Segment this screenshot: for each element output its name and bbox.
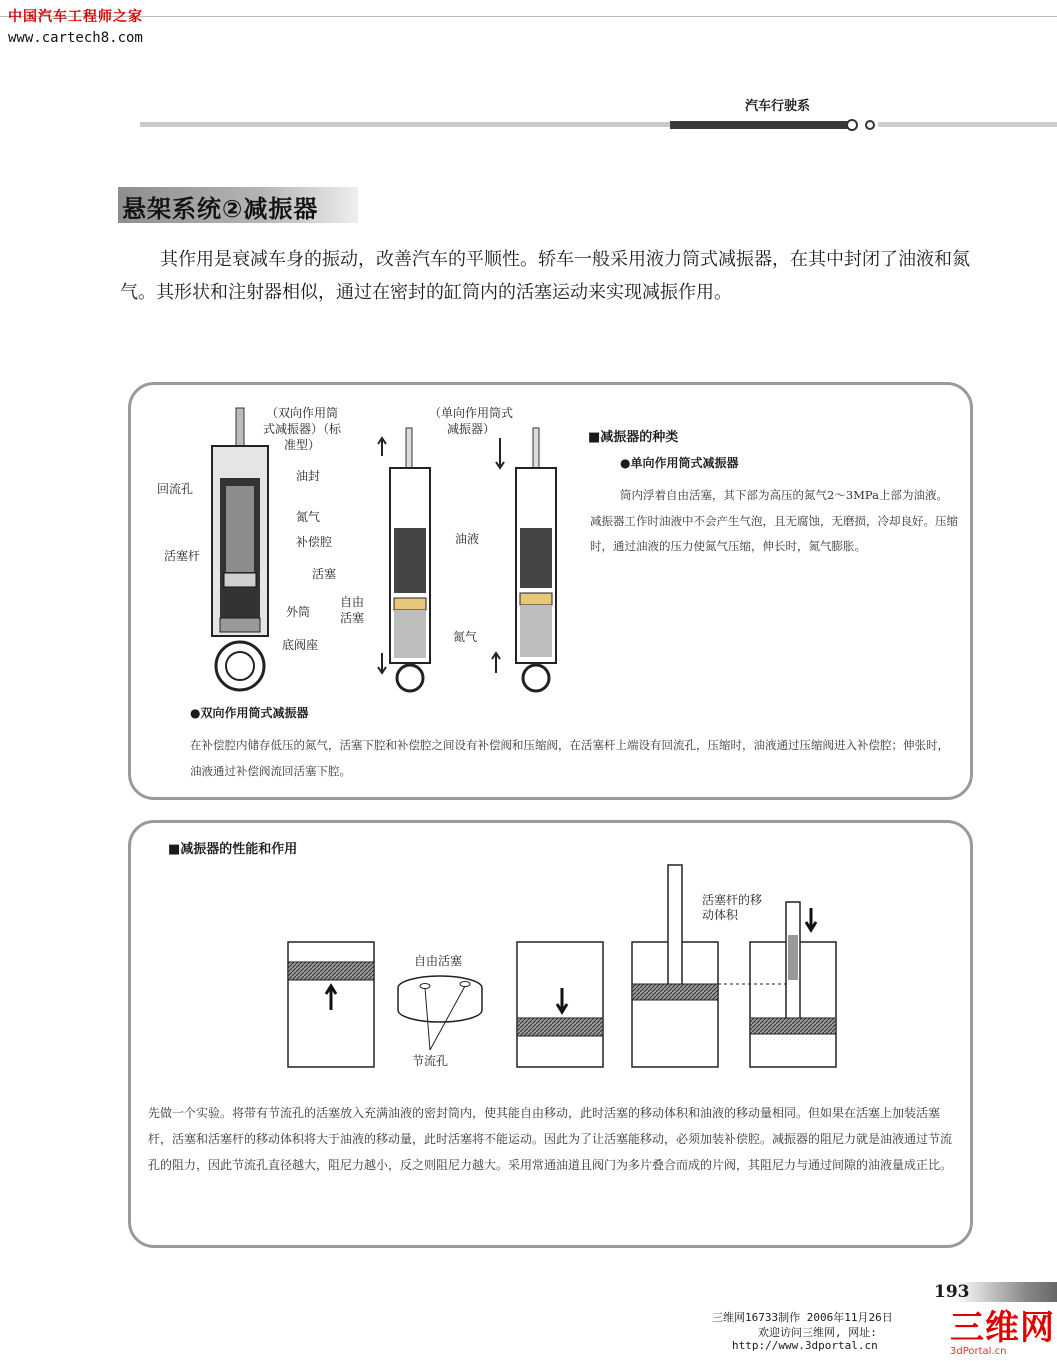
section-label: 汽车行驶系	[745, 99, 811, 114]
label-return-hole: 回流孔	[157, 482, 194, 496]
label-piston: 活塞	[312, 567, 337, 581]
label-compensation-chamber: 补偿腔	[296, 535, 333, 549]
page-number: 193	[934, 1282, 970, 1302]
single-shock-caption: （单向作用筒式减振器）	[428, 406, 513, 436]
label-outer-tube: 外筒	[286, 605, 311, 619]
page-title: 悬架系统②减振器	[122, 195, 319, 223]
types-heading: ■减振器的种类	[588, 430, 679, 445]
single-acting-heading: ●单向作用筒式减振器	[620, 456, 739, 470]
header-decor-bar	[140, 118, 1057, 132]
label-oil: 油液	[455, 532, 480, 546]
logo-text: 三维网	[950, 1308, 1055, 1348]
header-rule	[0, 16, 1057, 17]
label-nitrogen: 氮气	[296, 510, 321, 524]
footer-welcome: 欢迎访问三维网, 网址:	[758, 1326, 877, 1339]
label-base-valve: 底阀座	[282, 638, 319, 652]
intro-paragraph: 其作用是衰减车身的振动，改善汽车的平顺性。轿车一般采用液力筒式减振器，在其中封闭了油液和氮气。其形状和注射器相似，通过在密封的缸筒内的活塞运动来实现减振作用。	[120, 249, 970, 303]
single-acting-shock-drawing-compress	[492, 428, 556, 691]
logo-subtext: 3dPortal.cn	[950, 1346, 1007, 1357]
double-acting-shock-drawing	[212, 408, 268, 690]
page-number-bar	[955, 1282, 1057, 1302]
label-nitrogen-single: 氮气	[453, 630, 478, 644]
site-logo	[950, 1310, 1055, 1360]
single-acting-shock-drawing-extend	[378, 428, 430, 691]
single-acting-text: 筒内浮着自由活塞，其下部为高压的氮气2～3MPa上部为油液。减振器工作时油液中不会产生气泡，且无腐蚀，无磨损，冷却良好。压缩时，通过油液的压力使氮气压缩，伸长时，氮气膨胀。	[590, 488, 958, 553]
double-shock-caption: （双向作用筒式减振器）（标准型）	[262, 406, 341, 452]
watermark-site-name: 中国汽车工程师之家	[8, 9, 143, 25]
label-piston-rod: 活塞杆	[164, 549, 201, 563]
label-free-piston-2: 自由活塞	[414, 954, 463, 968]
performance-text: 先做一个实验。将带有节流孔的活塞放入充满油液的密封筒内，使其能自由移动，此时活塞的移动体积和油液的移动量相同。但如果在活塞上加装活塞杆，活塞和活塞杆的移动体积将大于油液的移动量，此时活塞将不能运动。因此为了让活塞能移动，必须加装补偿腔。减振器的阻尼力就是油液通过节流孔的阻力，因此节流孔直径越大，阻尼力越小，反之则阻尼力越大。采用常通油道且阀门为多片叠合而成的片阀，其阻尼力与通过间隙的油液量成正比。	[148, 1106, 953, 1172]
double-acting-text: 在补偿腔内储存低压的氮气，活塞下腔和补偿腔之间设有补偿阀和压缩阀，在活塞杆上端设有回流孔，压缩时，油液通过压缩阀进入补偿腔；伸张时，油液通过补偿阀流回活塞下腔。	[190, 738, 949, 778]
double-acting-heading: ●双向作用筒式减振器	[190, 706, 309, 720]
shock-absorber-figure	[150, 398, 580, 698]
watermark-url[interactable]: www.cartech8.com	[8, 30, 143, 46]
footer-url[interactable]: http://www.3dportal.cn	[732, 1339, 878, 1352]
label-rod-volume: 活塞杆的移动体积	[702, 893, 763, 922]
footer-credit: 三维网16733制作 2006年11月26日	[712, 1311, 893, 1324]
label-free-piston: 自由活塞	[340, 595, 365, 625]
label-orifice: 节流孔	[412, 1054, 449, 1068]
performance-heading: ■减振器的性能和作用	[168, 842, 298, 857]
label-oil-seal: 油封	[296, 469, 321, 483]
